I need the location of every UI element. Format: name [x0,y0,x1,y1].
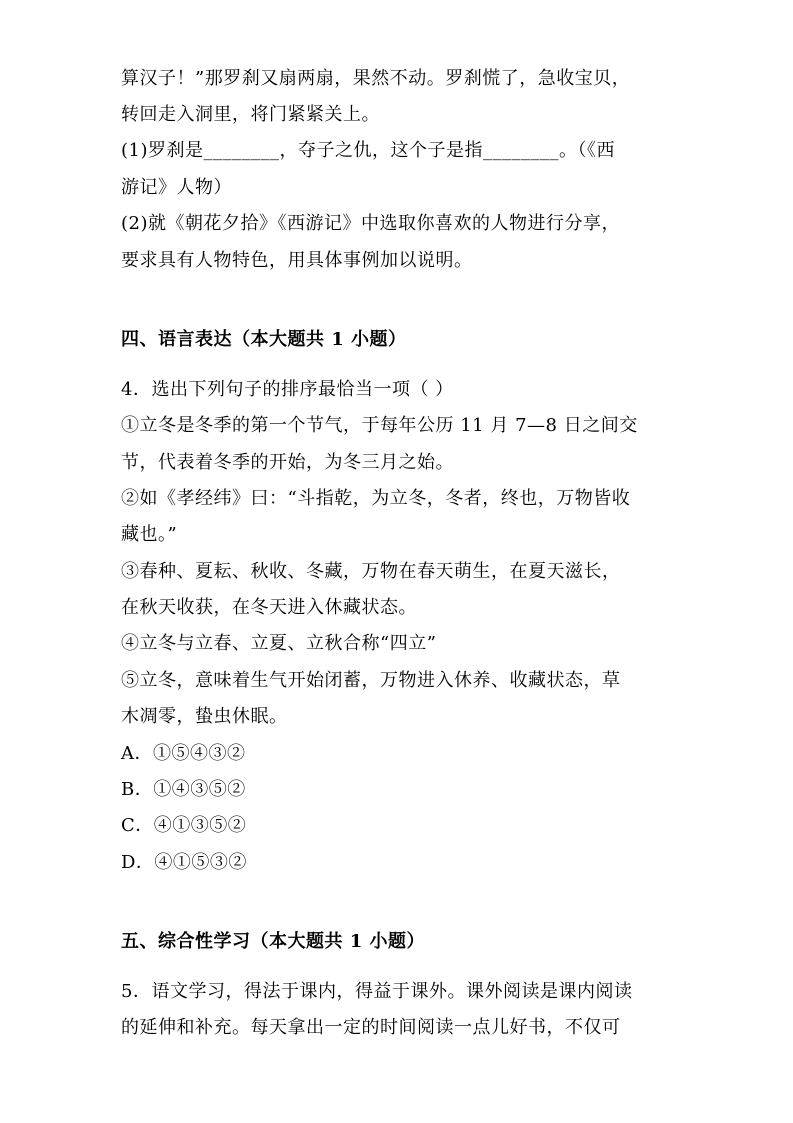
sentence-line: ①立冬是冬季的第一个节气，于每年公历 11 月 7—8 日之间交 [121,415,638,436]
sentence-line: ②如《孝经纬》曰：“斗指乾，为立冬，冬者，终也，万物皆收 [121,488,631,509]
question-line: 的延伸和补充。每天拿出一定的时间阅读一点儿好书，不仅可 [121,1017,621,1038]
sentence-line: ④立冬与立春、立夏、立秋合称“四立” [121,633,437,654]
option-d: D．④①⑤③② [121,852,247,873]
section-heading: 五、综合性学习（本大题共 1 小题） [121,931,426,952]
sentence-line: ③春种、夏耘、秋收、冬藏，万物在春天萌生，在夏天滋长， [121,561,621,582]
q3-sub2-line: (2)就《朝花夕拾》《西游记》中选取你喜欢的人物进行分享， [121,213,620,234]
q3-sub2-line: 要求具有人物特色，用具体事例加以说明。 [121,250,473,271]
option-b: B．①④③⑤② [121,779,246,800]
option-a: A．①⑤④③② [121,743,246,764]
sentence-line: 节，代表着冬季的开始，为冬三月之始。 [121,452,454,473]
sentence-line: 在秋天收获，在冬天进入休藏状态。 [121,597,417,618]
q3-sub1-line: (1)罗刹是________，夺子之仇，这个子是指________。（《西 [121,140,615,161]
sentence-line: ⑤立冬，意味着生气开始闭蓄，万物进入休养、收藏状态，草 [121,670,621,691]
question-stem: 5．语文学习，得法于课内，得益于课外。课外阅读是课内阅读 [121,981,633,1002]
q3-sub1-line: 游记》人物） [121,177,232,198]
passage-line: 转回走入洞里，将门紧紧关上。 [121,104,380,125]
section-heading: 四、语言表达（本大题共 1 小题） [121,329,407,350]
question-stem: 4．选出下列句子的排序最恰当一项（ ） [121,379,454,400]
sentence-line: 藏也。” [121,524,178,545]
passage-line: 算汉子！”那罗刹又扇两扇，果然不动。罗刹慌了，急收宝贝， [121,68,631,89]
sentence-line: 木凋零，蛰虫休眠。 [121,706,288,727]
option-c: C．④①③⑤② [121,815,247,836]
